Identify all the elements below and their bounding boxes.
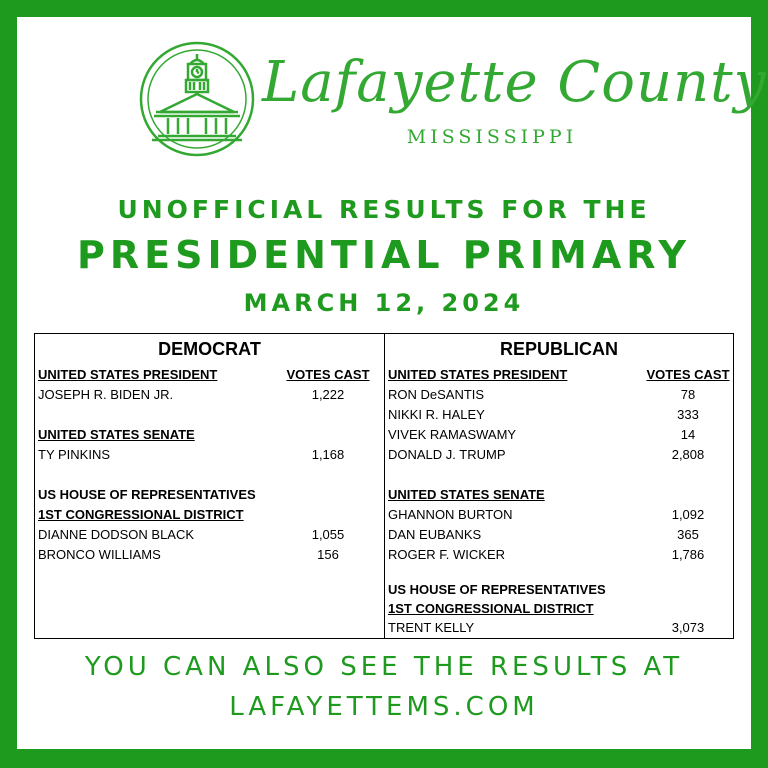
candidate-name: VIVEK RAMASWAMY — [388, 427, 517, 442]
candidate-votes: 14 — [680, 427, 696, 442]
candidate-name: ROGER F. WICKER — [388, 547, 506, 562]
candidate-votes: 1,168 — [311, 447, 345, 462]
table-row — [35, 445, 384, 465]
table-row — [385, 425, 733, 445]
table-row — [35, 525, 384, 545]
table-row — [385, 545, 733, 565]
republican-district-header — [385, 599, 733, 619]
race-subtitle: 1ST CONGRESSIONAL DISTRICT — [38, 507, 244, 522]
republican-house-header — [385, 580, 733, 600]
candidate-name: GHANNON BURTON — [388, 507, 513, 522]
candidate-name: RON DeSANTIS — [388, 387, 485, 402]
heading-line-2: PRESIDENTIAL PRIMARY — [77, 233, 691, 277]
republican-senate-header — [385, 485, 733, 505]
candidate-votes: 3,073 — [671, 620, 705, 635]
table-row — [35, 545, 384, 565]
candidate-name: DONALD J. TRUMP — [388, 447, 506, 462]
table-row — [385, 405, 733, 425]
race-title: UNITED STATES PRESIDENT — [38, 367, 218, 382]
heading-line-1: UNOFFICIAL RESULTS FOR THE — [117, 195, 651, 224]
race-subtitle: 1ST CONGRESSIONAL DISTRICT — [388, 601, 594, 616]
candidate-votes: 78 — [680, 387, 696, 402]
candidate-name: TY PINKINS — [38, 447, 111, 462]
candidate-votes: 156 — [317, 547, 339, 562]
heading-date: MARCH 12, 2024 — [243, 289, 525, 317]
candidate-votes: 333 — [677, 407, 699, 422]
votes-header: VOTES CAST — [646, 367, 730, 382]
candidate-name: BRONCO WILLIAMS — [38, 547, 161, 562]
table-row — [385, 505, 733, 525]
table-row — [385, 445, 733, 465]
footer-text: YOU CAN ALSO SEE THE RESULTS AT — [84, 652, 684, 682]
candidate-votes: 1,222 — [311, 387, 345, 402]
table-row — [35, 385, 384, 405]
courthouse-clocktower-icon — [138, 40, 256, 158]
candidate-name: NIKKI R. HALEY — [388, 407, 485, 422]
race-title: US HOUSE OF REPRESENTATIVES — [388, 582, 606, 597]
party-title-republican: REPUBLICAN — [499, 339, 618, 359]
table-row — [385, 525, 733, 545]
race-title: US HOUSE OF REPRESENTATIVES — [38, 487, 256, 502]
candidate-name: DIANNE DODSON BLACK — [38, 527, 195, 542]
republican-column — [385, 334, 733, 638]
candidate-name: TRENT KELLY — [388, 620, 475, 635]
race-title: UNITED STATES SENATE — [388, 487, 545, 502]
candidate-name: DAN EUBANKS — [388, 527, 482, 542]
results-table — [34, 333, 734, 639]
democrat-president-header — [35, 365, 384, 385]
brand-name: Lafayette County — [262, 50, 767, 115]
table-row — [385, 385, 733, 405]
republican-president-header — [385, 365, 733, 385]
democrat-district-header — [35, 505, 384, 525]
candidate-votes: 1,786 — [671, 547, 705, 562]
website-link[interactable]: LAFAYETTEMS.COM — [229, 692, 539, 722]
candidate-name: JOSEPH R. BIDEN JR. — [38, 387, 174, 402]
table-row — [385, 618, 733, 638]
democrat-house-header — [35, 485, 384, 505]
candidate-votes: 2,808 — [671, 447, 705, 462]
candidate-votes: 365 — [677, 527, 699, 542]
votes-header: VOTES CAST — [286, 367, 370, 382]
democrat-column — [35, 334, 385, 638]
brand-state: MISSISSIPPI — [406, 126, 578, 148]
party-title-democrat: DEMOCRAT — [158, 339, 261, 359]
democrat-senate-header — [35, 425, 384, 445]
candidate-votes: 1,055 — [311, 527, 345, 542]
race-title: UNITED STATES PRESIDENT — [388, 367, 568, 382]
candidate-votes: 1,092 — [671, 507, 705, 522]
race-title: UNITED STATES SENATE — [38, 427, 195, 442]
